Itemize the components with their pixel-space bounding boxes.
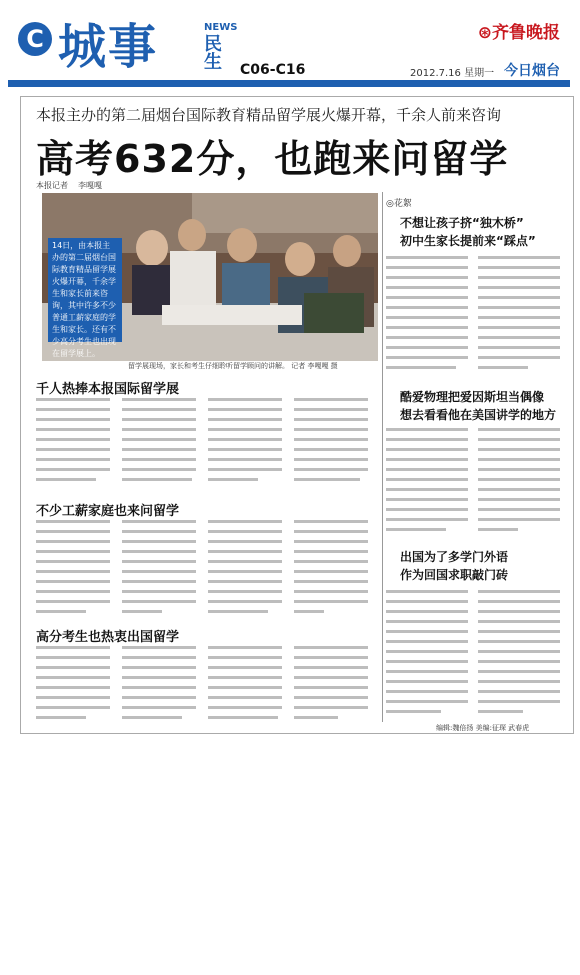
text-lines	[36, 398, 368, 481]
photo-caption: 留学展现场，家长和考生仔细聆听留学顾问的讲解。 记者 李嘎嘎 摄	[128, 362, 338, 370]
sidebar-text-block-3	[386, 588, 566, 718]
column-divider	[382, 192, 383, 722]
sidebar-story-title: 不想让孩子挤“独木桥”	[400, 216, 524, 230]
section-header: 不少工薪家庭也来问留学	[36, 504, 180, 519]
article-subhead: 本报主办的第二届烟台国际教育精品留学展火爆开幕，千余人前来咨询	[36, 106, 502, 124]
news-label: NEWS	[204, 22, 238, 33]
sidebar-story-subtitle: 初中生家长提前来“踩点”	[400, 234, 536, 248]
sidebar-story-subtitle: 作为回国求职敲门砖	[400, 568, 509, 582]
photo-overlay-text: 14日，由本报主办的第二届烟台国际教育精品留学展火爆开幕，千余学生和家长前来咨询，其中许多不少普通工薪家庭的学生和家长。还有不少高分考生也出现在留学展上。	[48, 238, 122, 342]
text-lines	[36, 520, 368, 613]
sidebar-text-block-1	[386, 254, 566, 374]
paper-logo-icon: ⊛	[477, 23, 492, 43]
body-text-block-2	[36, 518, 376, 618]
section-header: 高分考生也热衷出国留学	[36, 630, 180, 645]
masthead	[8, 8, 570, 88]
byline	[36, 180, 112, 191]
masthead-rule	[8, 80, 570, 87]
section-circle-icon: C	[18, 22, 52, 56]
byline-name: 李嘎嘎	[78, 181, 102, 190]
editor-credits: 编辑:魏倍扬 美编:征琛 武春虎	[436, 724, 530, 732]
section-title: 城事	[58, 19, 159, 75]
sidebar-story-subtitle: 想去看看他在美国讲学的地方	[400, 408, 557, 422]
sidebar-story-title: 出国为了多学门外语	[400, 550, 509, 564]
section-header: 千人热捧本报国际留学展	[36, 382, 180, 397]
byline-label: 本报记者	[36, 181, 68, 190]
page-range: C06-C16	[240, 62, 306, 78]
paper-name: 齐鲁晚报	[492, 23, 560, 43]
sidebar-text-block-2	[386, 426, 566, 536]
text-lines	[386, 590, 560, 713]
sidebar-story-title: 酷爱物理把爱因斯坦当偶像	[400, 390, 545, 404]
issue-date: 2012.7.16 星期一	[410, 68, 495, 79]
text-lines	[386, 256, 560, 369]
section-label: 民生	[204, 34, 222, 73]
paper-logo	[478, 18, 560, 43]
body-text-block-1	[36, 396, 376, 496]
article-headline: 高考632分，也跑来问留学	[36, 137, 509, 181]
text-lines	[386, 428, 560, 531]
sidebar-tag: ◎花絮	[386, 199, 412, 209]
edition-label: 今日烟台	[504, 63, 560, 79]
text-lines	[36, 646, 368, 719]
body-text-block-3	[36, 644, 376, 724]
